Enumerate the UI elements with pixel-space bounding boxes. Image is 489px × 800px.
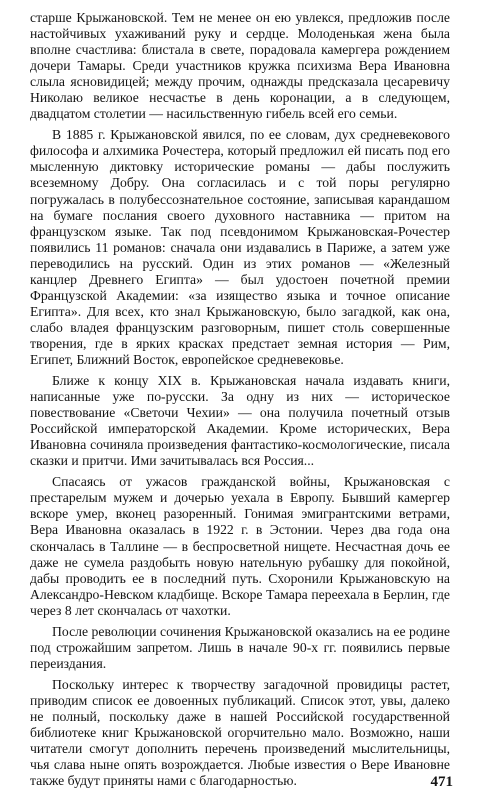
paragraph-5: После революции сочинения Крыжановской оказались на ее родине под строжайшим запретом. Лишь в начале 90-х гг. появились первые переиздания. [30, 623, 450, 671]
paragraph-3: Ближе к концу XIX в. Крыжановская начала издавать книги, написанные уже по-русски. За одну из них — историческое повествование «Светочи Чехии» — она получила почетный отзыв Российской императорской Академии. Кроме исторических, Вера Ивановна сочиняла произведения фантастико-космологические, писала сказки и притчи. Ими зачитывалась вся Россия... [30, 373, 450, 469]
paragraph-2: В 1885 г. Крыжановской явился, по ее словам, дух средневекового философа и алхимика Рочестера, который предложил ей писать под его мысленную диктовку исторические романы — дабы послужить всеземному Добру. Она согласилась и с той поры регулярно погружалась в полубессознательное состояние, записывая карандашом на бумаге послания своего духовного наставника — притом на французском языке. Так под псевдонимом Крыжановская-Рочестер появились 11 романов: сначала они издавались в Париже, а затем уже переводились на русский. Один из этих романов — «Железный канцлер Древнего Египта» — был удостоен почетной премии Французской Академии: «за изящество языка и точное описание Египта». Для всех, кто знал Крыжановскую, было загадкой, как она, слабо владея французским разговорным, пишет столь совершенные творения, где в ярких красках предстает земная история — Рим, Египет, Ближний Восток, европейское средневековье. [30, 127, 450, 367]
page-body [30, 10, 450, 790]
paragraph-6: Поскольку интерес к творчеству загадочной провидицы растет, приводим список ее довоенных публикаций. Список этот, увы, далеко не полный, поскольку даже в нашей Российской государственной библиотеке книг Крыжановской огорчительно мало. Возможно, наши читатели смогут дополнить перечень произведений мыслительницы, чья слава ныне опять возрождается. Любые известия о Вере Ивановне также будут приняты нами с благодарностью. [30, 676, 450, 789]
page-number: 471 [430, 774, 453, 790]
paragraph-1: старше Крыжановской. Тем не менее он ею увлекся, предложив после настойчивых ухаживаний руку и сердце. Молоденькая жена была вполне счастлива: блистала в свете, порадовала камергера рождением дочери Тамары. Среди участников кружка психизма Вера Ивановна слыла ясновидицей; между прочим, однажды предсказала цесаревичу Николаю великое несчастье в день коронации, а в следующем, двадцатом столетии — насильственную гибель всей его семьи. [30, 10, 450, 122]
paragraph-4: Спасаясь от ужасов гражданской войны, Крыжановская с престарелым мужем и дочерью уехала в Европу. Бывший камергер вскоре умер, вконец разоренный. Гонимая эмигрантскими ветрами, Вера Ивановна оказалась в 1922 г. в Эстонии. Через два года она скончалась в Таллине — в беспросветной нищете. Несчастная дочь ее даже не сумела раздобыть новую нательную рубашку для покойной, дабы проводить ее в последний путь. Схоронили Крыжановскую на Александро-Невском кладбище. Вскоре Тамара переехала в Берлин, где через 8 лет скончалась от чахотки. [30, 474, 450, 618]
